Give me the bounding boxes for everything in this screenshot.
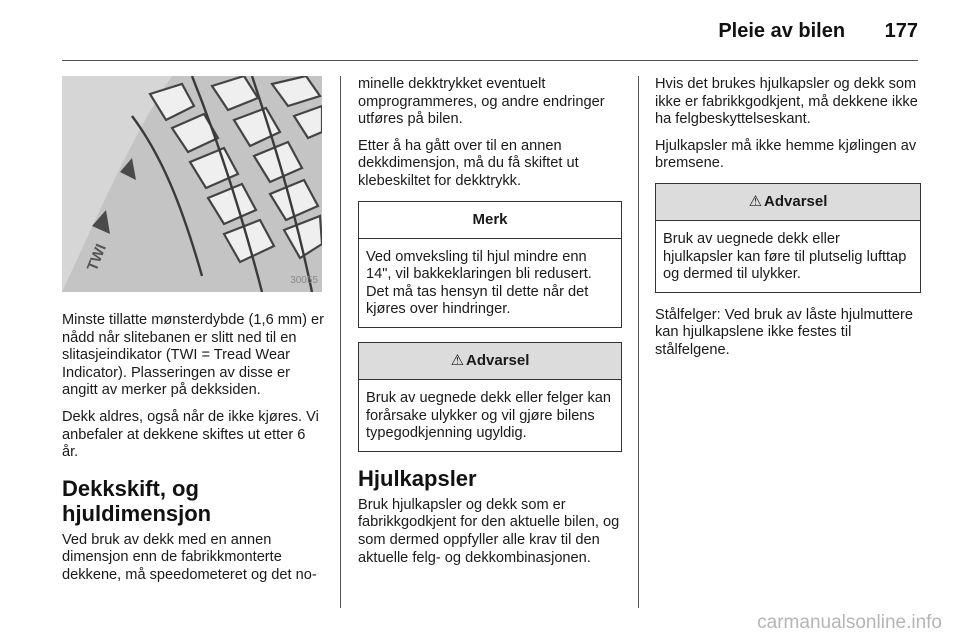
paragraph: Bruk hjulkapsler og dekk som er fabrikkgodkjent for den aktuelle bilen, og som dermed oppfyller alle krav til den aktuelle felg- og dekkombinasjonen. (358, 496, 620, 566)
warning-box (358, 342, 622, 452)
section-heading: Hjulkapsler (358, 465, 477, 491)
tire-tread-illustration (62, 76, 322, 292)
warning-box-header (359, 343, 621, 380)
page-header (718, 20, 918, 43)
note-box (358, 201, 622, 328)
tire-tread-drawing (62, 76, 322, 292)
column-3 (655, 76, 921, 369)
column-divider (340, 76, 341, 608)
warning-icon: ⚠ (748, 192, 763, 210)
warning-box-text: Bruk av uegnede dekk eller felger kan forårsake ulykker og vil gjøre bilens typegodkjenning ugyldig. (366, 389, 612, 442)
page-number: 177 (884, 20, 918, 42)
note-box-title: Merk (359, 202, 621, 239)
paragraph: Hjulkapsler må ikke hemme kjølingen av bremsene. (655, 137, 917, 172)
paragraph: Minste tillatte mønsterdybde (1,6 mm) er nådd når slitebanen er slitt ned til en slitasjeindikator (TWI = Tread Wear Indicator). Plasseringen av disse er angitt av merker på dekksiden. (62, 312, 324, 399)
warning-box (655, 183, 921, 293)
warning-box-title: Advarsel (764, 192, 828, 210)
column-divider (638, 76, 639, 608)
warning-box-text: Bruk av uegnede dekk eller hjulkapsler kan føre til plutselig lufttap og dermed til ulykker. (663, 230, 907, 283)
header-rule (62, 60, 918, 61)
figure-number: 30055 (290, 275, 318, 287)
paragraph: Stålfelger: Ved bruk av låste hjulmuttere kan hjulkapslene ikke festes til stålfelgene. (655, 306, 913, 358)
column-2 (358, 76, 622, 576)
warning-box-header (656, 184, 920, 221)
paragraph: Etter å ha gått over til en annen dekkdimensjon, må du få skiftet ut klebeskiltet for dekktrykk. (358, 137, 579, 189)
note-box-text: Ved omveksling til hjul mindre enn 14", vil bakkeklaringen bli redusert. Det må tas hensyn til dette når det kjøres over hindringer. (366, 248, 592, 318)
twi-label: TWI (83, 241, 111, 274)
warning-icon: ⚠ (450, 351, 465, 369)
paragraph: Ved bruk av dekk med en annen dimensjon enn de fabrikkmonterte dekkene, må speedometeret og det no- (62, 531, 317, 583)
warning-box-title: Advarsel (466, 351, 530, 369)
page-title: Pleie av bilen (718, 20, 846, 42)
column-1 (62, 76, 324, 594)
paragraph: Hvis det brukes hjulkapsler og dekk som ikke er fabrikkgodkjent, må dekkene ikke ha felgbeskyttelseskant. (655, 76, 918, 128)
paragraph: minelle dekktrykket eventuelt omprogrammeres, og andre endringer utføres på bilen. (358, 76, 605, 128)
watermark: carmanualsonline.info (757, 612, 942, 633)
paragraph: Dekk aldres, også når de ikke kjøres. Vi anbefaler at dekkene skiftes ut etter 6 år. (62, 408, 319, 461)
section-heading: Dekkskift, og hjuldimensjon (62, 475, 212, 526)
